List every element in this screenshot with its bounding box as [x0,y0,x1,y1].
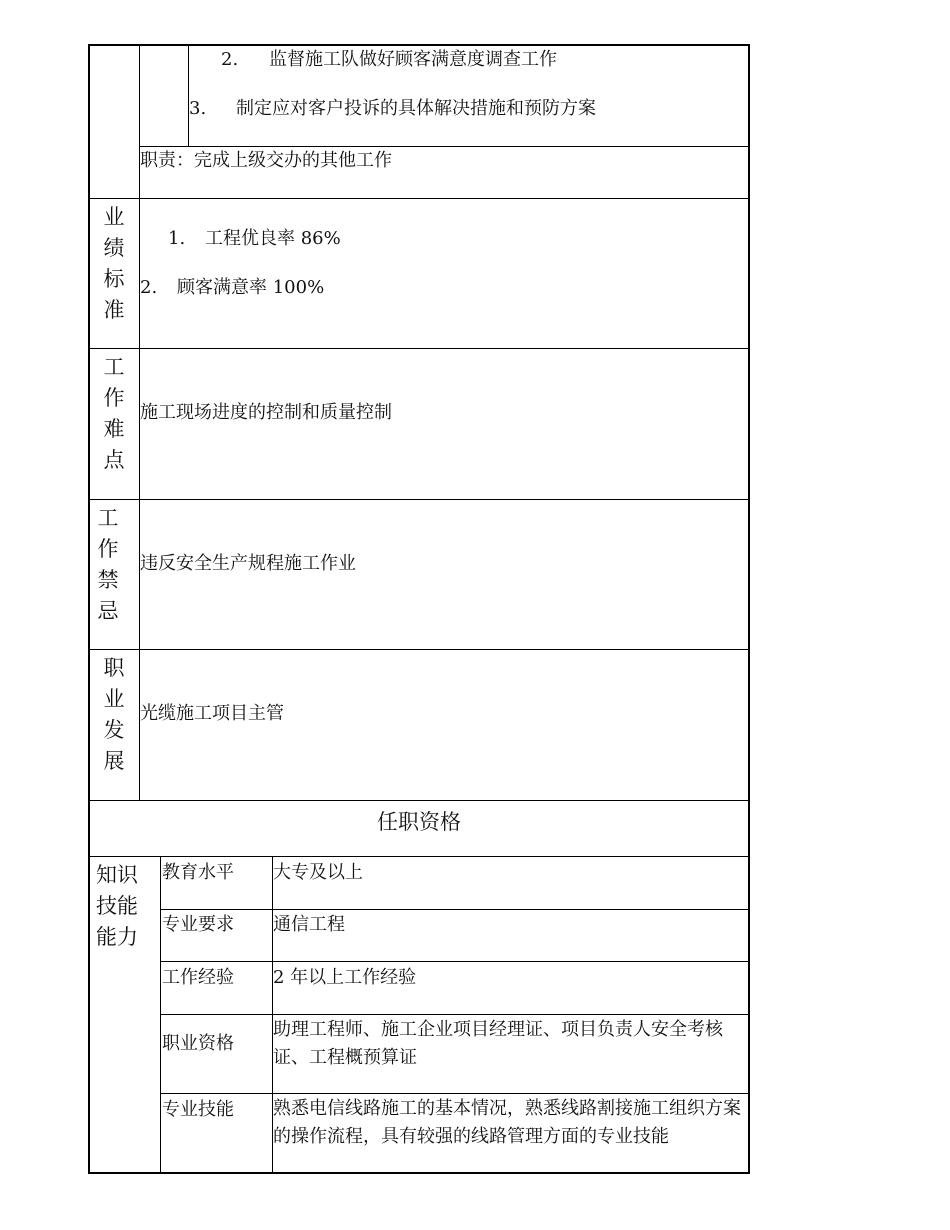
performance-label: 业 绩 标 准 [103,205,125,322]
qual-value-certification: 助理工程师、施工企业项目经理证、项目负责人安全考核证、工程概预算证 [273,1019,723,1068]
row-line-6 [88,800,750,801]
qual-key-certification: 职业资格 [162,1033,234,1054]
row-line-5 [88,649,750,650]
nested-col-divider-1 [188,44,189,146]
row-line-2 [88,198,750,199]
difficulty-label: 工 作 难 点 [103,355,125,472]
row-line-7 [88,856,750,857]
qual-row-line-4 [160,1093,750,1094]
performance-item-1-num: 1. [168,228,186,249]
row-line-1 [139,146,750,147]
qual-key-education: 教育水平 [162,862,234,883]
career-label: 职 业 发 展 [103,656,125,773]
duty-item-2-num: 2. [221,49,239,70]
duty-item-2-text: 监督施工队做好顾客满意度调查工作 [269,49,557,70]
qual-row-line-1 [160,909,750,910]
qual-value-experience: 2 年以上工作经验 [273,967,417,988]
other-duty-text: 职责：完成上级交办的其他工作 [140,150,392,171]
qual-col-divider-1 [160,856,161,1174]
qual-key-major: 专业要求 [162,914,234,935]
qual-row-line-3 [160,1014,750,1015]
duty-item-3-text: 制定应对客户投诉的具体解决措施和预防方案 [236,98,596,119]
qual-value-skills: 熟悉电信线路施工的基本情况，熟悉线路割接施工组织方案的操作流程，具有较强的线路管理方面的专业技能 [273,1098,741,1147]
career-text: 光缆施工项目主管 [140,703,284,724]
difficulty-text: 施工现场进度的控制和质量控制 [140,402,392,423]
taboo-text: 违反安全生产规程施工作业 [140,553,356,574]
qual-key-experience: 工作经验 [162,967,234,988]
qualification-title: 任职资格 [377,810,461,834]
performance-item-2-num: 2. [140,277,158,298]
performance-item-1-text: 工程优良率 86% [205,228,341,249]
duty-item-3-num: 3. [189,98,207,119]
qual-key-skills: 专业技能 [162,1099,234,1120]
qual-row-line-2 [160,961,750,962]
row-line-4 [88,499,750,500]
qual-value-major: 通信工程 [273,914,345,935]
taboo-label: 工 作 禁 忌 [97,506,119,623]
qual-value-education: 大专及以上 [273,862,363,883]
knowledge-group-label: 知识 技能 能力 [96,863,138,949]
performance-item-2-text: 顾客满意率 100% [177,277,325,298]
table-outer-border [88,44,750,1174]
row-line-3 [88,348,750,349]
